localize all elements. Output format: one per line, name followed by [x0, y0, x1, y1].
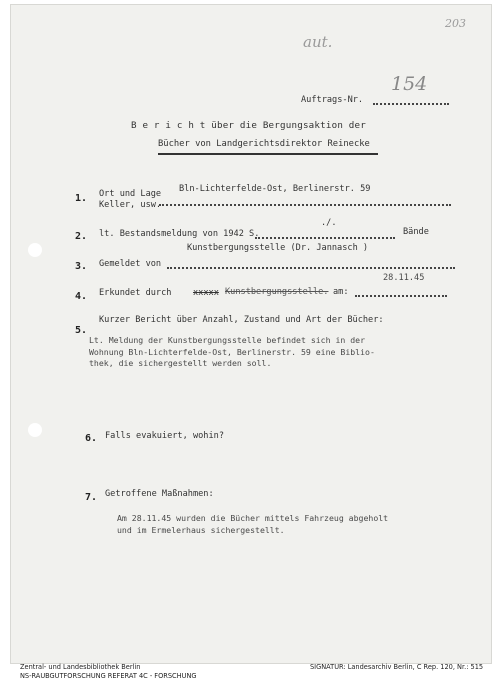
item-2-number: 2.	[75, 231, 88, 242]
title-underline	[158, 153, 378, 155]
item-1-number: 1.	[75, 193, 88, 204]
item-3-value: Kunstbergungsstelle (Dr. Jannasch )	[187, 243, 369, 253]
item-4-am-label: am:	[333, 287, 349, 297]
auftrags-label: Auftrags-Nr.	[301, 95, 364, 105]
item-5-label: Kurzer Bericht über Anzahl, Zustand und Art der Bücher:	[99, 315, 384, 325]
item-3-label: Gemeldet von	[99, 259, 162, 269]
item-2-label: lt. Bestandsmeldung von 1942 S.	[99, 229, 260, 239]
item-4-label: Erkundet durch	[99, 288, 172, 298]
footer-institution: Zentral- und Landesbibliothek Berlin	[20, 663, 141, 671]
page-mark: 203	[445, 17, 466, 30]
item-4-dotted-line	[355, 295, 447, 297]
punch-hole-bottom	[28, 423, 42, 437]
item-5-number: 5.	[75, 325, 88, 336]
document-page	[10, 4, 492, 664]
footer-signature: SIGNATUR: Landesarchiv Berlin, C Rep. 120, Nr.: 515	[310, 663, 484, 671]
item-2-suffix: Bände	[403, 227, 429, 237]
item-4-number: 4.	[75, 291, 88, 302]
handwritten-abbrev: aut.	[303, 33, 333, 51]
item-1-value: Bln-Lichterfelde-Ost, Berlinerstr. 59	[179, 184, 371, 194]
report-subtitle: Bücher von Landgerichtsdirektor Reinecke	[158, 139, 370, 149]
report-title: B e r i c h t über die Bergungsaktion der	[131, 120, 366, 131]
footer-left	[20, 663, 197, 680]
item-7-label: Getroffene Maßnahmen:	[105, 489, 214, 499]
punch-hole-top	[28, 243, 42, 257]
item-1-label: Ort und Lage Keller, usw.	[99, 189, 162, 210]
item-1-dotted-line	[159, 204, 451, 206]
footer-department: NS-RAUBGUTFORSCHUNG REFERAT 4C - FORSCHUNG	[20, 671, 197, 680]
item-7-number: 7.	[85, 492, 98, 503]
auftrags-dotted-line	[373, 103, 449, 105]
item-4-value: Kunstbergungsstelle.	[225, 287, 329, 297]
handwritten-order-number: 154	[391, 73, 428, 95]
item-3-number: 3.	[75, 261, 88, 272]
item-2-value: ./.	[321, 218, 337, 228]
item-3-dotted-line	[167, 267, 455, 269]
item-7-text: Am 28.11.45 wurden die Bücher mittels Fahrzeug abgeholt und im Ermelerhaus sichergestellt.	[117, 513, 389, 535]
item-6-label: Falls evakuiert, wohin?	[105, 431, 224, 441]
item-5-text: Lt. Meldung der Kunstbergungsstelle befindet sich in der Wohnung Bln-Lichterfelde-Ost, Berlinerstr. 59 eine Biblio- thek, die sichergestellt werden soll.	[89, 335, 375, 368]
item-4-date: 28.11.45	[383, 273, 425, 283]
item-4-struck-text: xxxxx	[193, 288, 219, 298]
item-6-number: 6.	[85, 433, 98, 444]
item-2-dotted-line	[255, 237, 395, 239]
